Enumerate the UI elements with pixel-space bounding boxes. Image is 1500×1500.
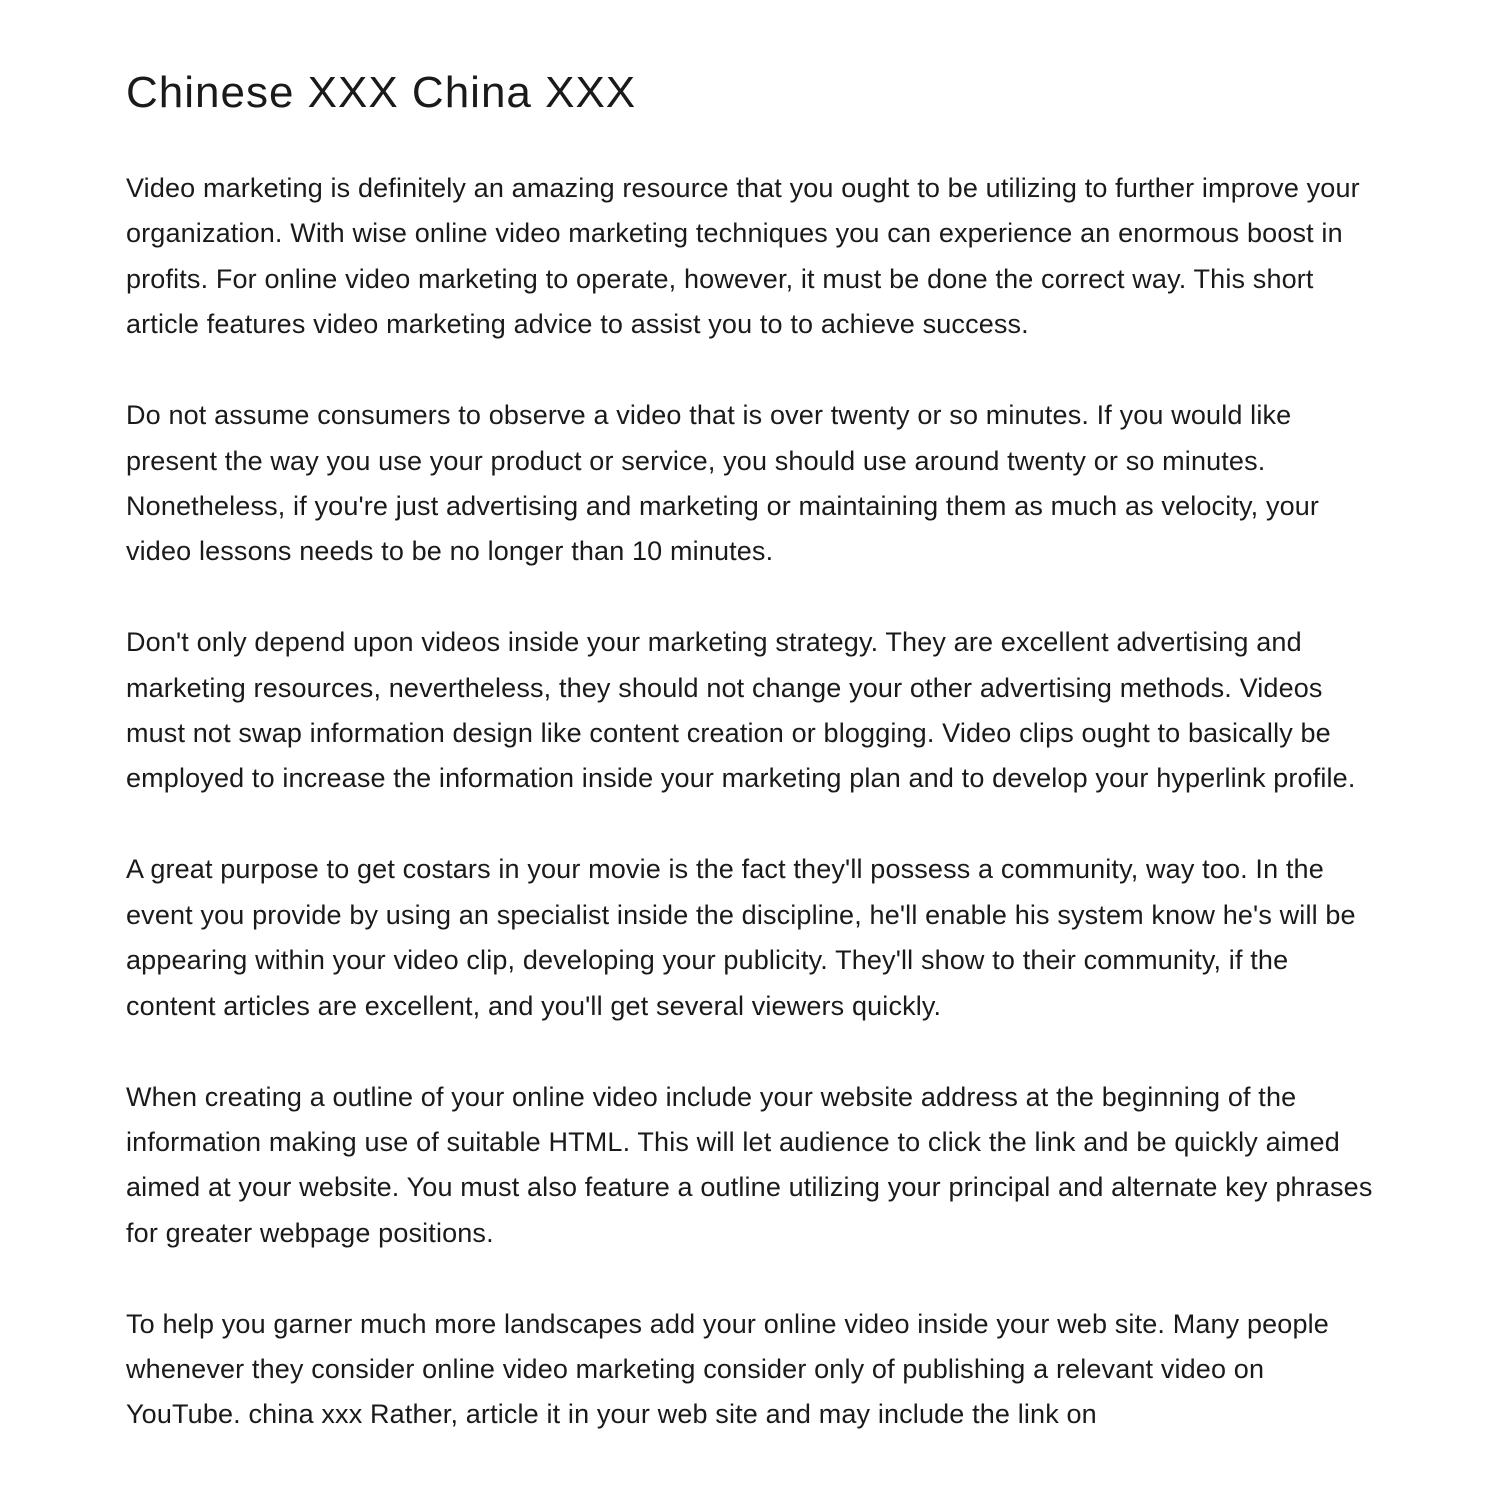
paragraph-2: Do not assume consumers to observe a video that is over twenty or so minutes. If you would like present the way you use your product or service, you should use around twenty or so minutes. Nonetheless, if you're just advertising and marketing or maintaining them as much as velocity, your video lessons needs to be no longer than 10 minutes.: [126, 400, 1320, 567]
paragraph-5: When creating a outline of your online video include your website address at the beginning of the information making use of suitable HTML. This will let audience to click the link and be quickly aimed aimed at your website. You must also feature a outline utilizing your principal and alternate key phrases for greater webpage positions.: [126, 1081, 1373, 1248]
paragraph-1: Video marketing is definitely an amazing resource that you ought to be utilizing to further improve your organization. With wise online video marketing techniques you can experience an enormous boost in profits. For online video marketing to operate, however, it must be done the correct way. This short article features video marketing advice to assist you to to achieve success.: [126, 173, 1360, 340]
document-content: [126, 66, 1378, 1483]
document-title: Chinese XXX China XXX: [126, 68, 637, 117]
paragraph-4: A great purpose to get costars in your movie is the fact they'll possess a community, way too. In the event you provide by using an specialist inside the discipline, he'll enable his system know he's will be appearing within your video clip, developing your publicity. They'll show to their community, if the content articles are excellent, and you'll get several viewers quickly.: [126, 854, 1356, 1021]
document-body: [126, 166, 1378, 1438]
paragraph-3: Don't only depend upon videos inside your marketing strategy. They are excellent advertising and marketing resources, nevertheless, they should not change your other advertising methods. Videos must not swap information design like content creation or blogging. Video clips ought to basically be employed to increase the information inside your marketing plan and to develop your hyperlink profile.: [126, 627, 1356, 794]
paragraph-6: To help you garner much more landscapes add your online video inside your web site. Many people whenever they consider online video marketing consider only of publishing a relevant video on YouTube. china xxx Rather, article it in your web site and may include the link on: [126, 1308, 1329, 1430]
